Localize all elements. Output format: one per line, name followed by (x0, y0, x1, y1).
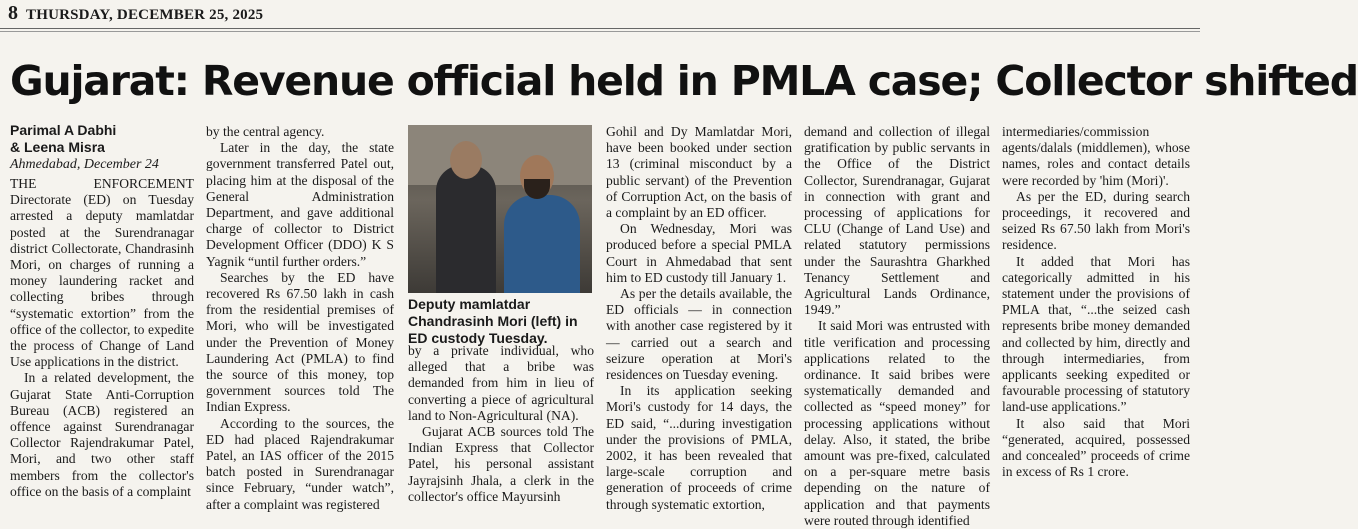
photo-figure-right (504, 195, 580, 293)
news-photo (408, 125, 592, 293)
column-3 (408, 343, 594, 505)
paragraph: As per the ED, during search proceedings, it recovered and seized Rs 67.50 lakh from Mori's residence. (1002, 188, 1190, 253)
paragraph: intermediaries/commission agents/dalals (middlemen), whose names, roles and contact details were recorded by 'him (Mori)'. (1002, 124, 1190, 188)
byline-name-1: Parimal A Dabhi (10, 122, 117, 138)
paragraph: In its application seeking Mori's custody for 14 days, the ED said, “...during investigation under the provisions of PMLA, 2002, it has been revealed that large-scale corruption and generation of proceeds of crime through systematic extortion, (606, 383, 792, 512)
paragraph: THE ENFORCEMENT Directorate (ED) on Tuesday arrested a deputy mamlatdar posted at the Surendranagar district Collectorate, Chandrasinh Mori, on charges of running a money laundering racket and collecting bribes through “systematic extortion” from the office of the collector, to expedite the process of Change of Land Use applications in the district. (10, 176, 194, 370)
masthead (8, 2, 263, 24)
paragraph: Gohil and Dy Mamlatdar Mori, have been booked under section 13 (criminal misconduct by a public servant) of the Prevention of Corruption Act, on the basis of a complaint by an ED officer. (606, 124, 792, 221)
paragraph: According to the sources, the ED had placed Rajendrakumar Patel, an IAS officer of the 2015 batch posted in Surendranagar since February, “under watch”, after a complaint was registered (206, 415, 394, 512)
headline: Gujarat: Revenue official held in PMLA case; Collector shifted (10, 57, 1358, 105)
column-4 (606, 124, 792, 513)
paragraph: It added that Mori has categorically admitted in his statement under the provisions of PMLA that, “...the seized cash represents bribe money demanded and collected by him, directly and through intermediaries, from applicants seeking expedited or favourable processing of statutory land-use applications.” (1002, 253, 1190, 415)
paragraph: It said Mori was entrusted with title verification and processing applications related to the ordinance. It said bribes were systematically demanded and collected as “speed money” for processing applications without delay. Also, it stated, the bribe amount was pre-fixed, calculated on a per-square metre basis depending on the nature of application and that payments were routed through identified (804, 318, 990, 528)
paragraph: It also said that Mori “generated, acquired, possessed and concealed” proceeds of crime in excess of Rs 1 crore. (1002, 415, 1190, 480)
paragraph: Searches by the ED have recovered Rs 67.50 lakh in cash from the residential premises of Mori, who will be investigated under the Prevention of Money Laundering Act (PMLA) to find the source of this money, top government sources told The Indian Express. (206, 269, 394, 415)
column-2 (206, 124, 394, 513)
masthead-rule (0, 28, 1200, 29)
page-number: 8 (8, 2, 18, 24)
photo-background (408, 125, 592, 185)
photo-head-left (450, 141, 482, 179)
dateline: Ahmedabad, December 24 (10, 157, 159, 172)
paragraph: by the central agency. (206, 124, 325, 139)
byline-name-2: & Leena Misra (10, 139, 105, 155)
photo-figure-left (436, 165, 496, 293)
column-1 (10, 122, 194, 500)
masthead-date: THURSDAY, DECEMBER 25, 2025 (26, 7, 264, 23)
paragraph: by a private individual, who alleged that a bribe was demanded from him in lieu of converting a piece of agricultural land to Non-Agricultural (NA). (408, 343, 594, 423)
paragraph: demand and collection of illegal gratification by public servants in the Office of the District Collector, Surendranagar, Gujarat in connection with grant and processing of applications for CLU (Change of Land Use) and related statutory permissions under the Saurashtra Gharkhed Tenancy Settlement and Agricultural Lands Ordinance, 1949.” (804, 124, 990, 318)
paragraph: As per the details available, the ED officials — in connection with another case registered by it — carried out a search and seizure operation at Mori's residences on Tuesday evening. (606, 286, 792, 383)
paragraph: On Wednesday, Mori was produced before a special PMLA Court in Ahmedabad that sent him to ED custody till January 1. (606, 221, 792, 285)
column-5 (804, 124, 990, 529)
paragraph: In a related development, the Gujarat State Anti-Corruption Bureau (ACB) registered an offence against Surendranagar Collector Rajendrakumar Patel, Mori, and two other staff members from the collector's office on the basis of a complaint (10, 370, 194, 499)
masthead-rule-thin (0, 31, 1200, 32)
paragraph: Gujarat ACB sources told The Indian Express that Collector Patel, his personal assistant Jayrajsinh Jhala, a clerk in the collector's office Mayursinh (408, 424, 594, 504)
column-6 (1002, 124, 1190, 480)
photo-caption: Deputy mamlatdar Chandrasinh Mori (left) in ED custody Tuesday. (408, 296, 578, 346)
paragraph: Later in the day, the state government transferred Patel out, placing him at the disposal of the General Administration Department, and gave additional charge of collector to District Development Officer (DDO) K S Yagnik “until further orders.” (206, 140, 394, 269)
